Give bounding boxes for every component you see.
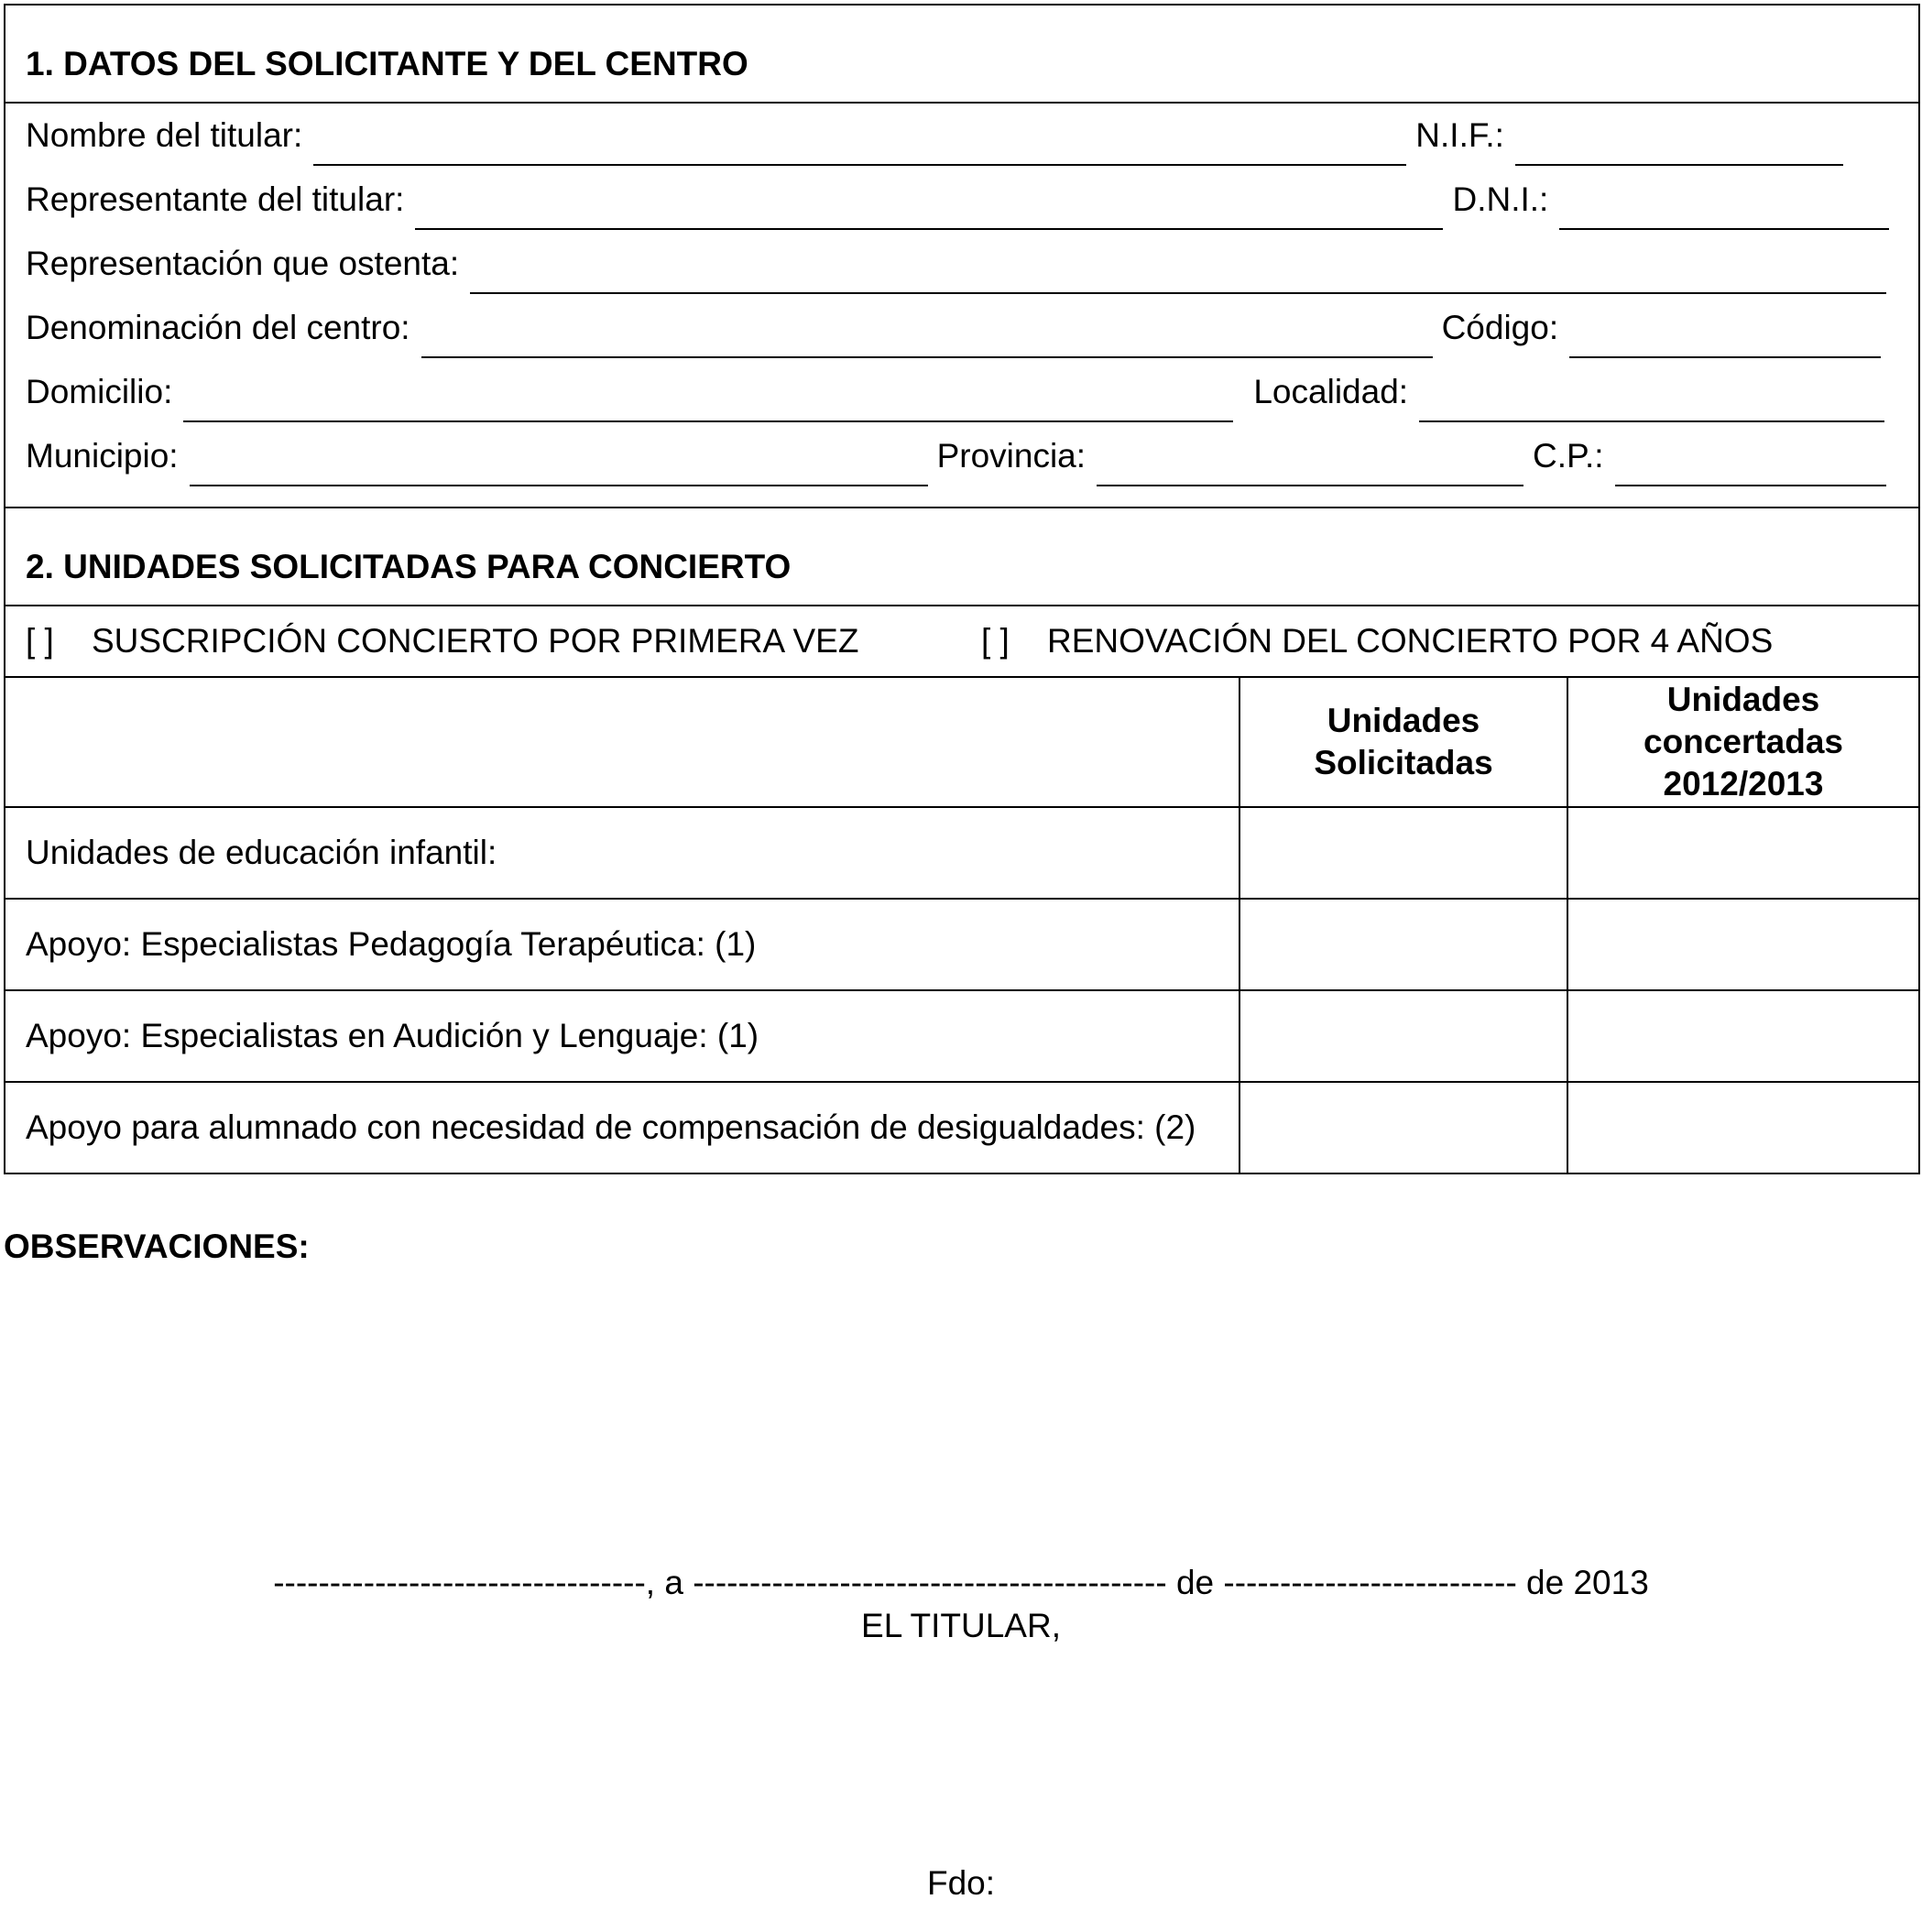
date-place-line: ---------------------------------, a ------------------------------------------ de -------------------------- de 2013 xyxy=(273,1564,1649,1601)
provincia-label: Provincia: xyxy=(936,437,1087,475)
table-row xyxy=(5,899,1918,990)
codigo-label: Código: xyxy=(1441,309,1559,346)
unidades-concertadas-cell[interactable] xyxy=(1567,990,1918,1082)
header-concertadas-line3: 2012/2013 xyxy=(1663,765,1824,802)
header-unidades-concertadas xyxy=(1567,678,1918,807)
row-nombre-titular xyxy=(26,116,1898,180)
row-label: Apoyo: Especialistas Pedagogía Terapéutica: (1) xyxy=(5,899,1239,990)
dni-input[interactable] xyxy=(1559,201,1889,230)
section-unidades-solicitadas xyxy=(4,508,1920,1174)
option-primera-vez[interactable] xyxy=(26,622,981,660)
header-concertadas-line2: concertadas xyxy=(1644,723,1843,760)
municipio-input[interactable] xyxy=(190,457,928,486)
nombre-titular-label: Nombre del titular: xyxy=(26,116,303,154)
unidades-concertadas-cell[interactable] xyxy=(1567,1082,1918,1173)
row-label: Apoyo para alumnado con necesidad de compensación de desigualdades: (2) xyxy=(5,1082,1239,1173)
applicant-fields xyxy=(5,104,1918,507)
header-solicitadas-line2: Solicitadas xyxy=(1314,744,1493,781)
row-municipio xyxy=(26,437,1898,501)
fdo-signature-label: Fdo: xyxy=(926,1864,996,1902)
municipio-label: Municipio: xyxy=(26,437,179,475)
section-1-title: 1. DATOS DEL SOLICITANTE Y DEL CENTRO xyxy=(5,5,1918,104)
header-unidades-solicitadas xyxy=(1239,678,1567,807)
unidades-solicitadas-cell[interactable] xyxy=(1239,807,1567,899)
table-row xyxy=(5,990,1918,1082)
unidades-solicitadas-cell[interactable] xyxy=(1239,899,1567,990)
representacion-label: Representación que ostenta: xyxy=(26,245,460,282)
section-datos-solicitante xyxy=(4,4,1920,508)
domicilio-label: Domicilio: xyxy=(26,373,173,410)
el-titular-label: EL TITULAR, xyxy=(861,1607,1061,1644)
unidades-concertadas-cell[interactable] xyxy=(1567,807,1918,899)
domicilio-input[interactable] xyxy=(183,393,1233,422)
application-form xyxy=(4,4,1920,1174)
denominacion-input[interactable] xyxy=(421,329,1433,358)
unidades-solicitadas-cell[interactable] xyxy=(1239,1082,1567,1173)
table-row xyxy=(5,807,1918,899)
renovacion-label: RENOVACIÓN DEL CONCIERTO POR 4 AÑOS xyxy=(1047,622,1774,660)
unidades-table xyxy=(5,678,1918,1173)
observaciones-label: OBSERVACIONES: xyxy=(4,1228,310,1265)
primera-vez-label: SUSCRIPCIÓN CONCIERTO POR PRIMERA VEZ xyxy=(92,622,859,660)
row-domicilio xyxy=(26,373,1898,437)
section-2-title: 2. UNIDADES SOLICITADAS PARA CONCIERTO xyxy=(5,508,1918,606)
row-label: Unidades de educación infantil: xyxy=(5,807,1239,899)
row-representacion xyxy=(26,245,1898,309)
denominacion-label: Denominación del centro: xyxy=(26,309,410,346)
unidades-solicitadas-cell[interactable] xyxy=(1239,990,1567,1082)
table-header-row xyxy=(5,678,1918,807)
dni-label: D.N.I.: xyxy=(1452,180,1549,218)
representante-label: Representante del titular: xyxy=(26,180,405,218)
concierto-options xyxy=(5,606,1918,678)
option-renovacion[interactable] xyxy=(981,622,1773,660)
renovacion-checkbox[interactable]: [ ] xyxy=(981,622,1010,660)
row-representante xyxy=(26,180,1898,245)
nif-label: N.I.F.: xyxy=(1415,116,1504,154)
header-blank xyxy=(5,678,1239,807)
unidades-concertadas-cell[interactable] xyxy=(1567,899,1918,990)
localidad-label: Localidad: xyxy=(1253,373,1409,410)
table-row xyxy=(5,1082,1918,1173)
header-solicitadas-line1: Unidades xyxy=(1327,702,1480,739)
primera-vez-checkbox[interactable]: [ ] xyxy=(26,622,54,660)
header-concertadas-line1: Unidades xyxy=(1666,681,1820,718)
cp-input[interactable] xyxy=(1615,457,1886,486)
row-denominacion xyxy=(26,309,1898,373)
localidad-input[interactable] xyxy=(1419,393,1884,422)
provincia-input[interactable] xyxy=(1097,457,1523,486)
nif-input[interactable] xyxy=(1515,136,1843,166)
codigo-input[interactable] xyxy=(1569,329,1881,358)
representacion-input[interactable] xyxy=(470,265,1886,294)
representante-input[interactable] xyxy=(415,201,1443,230)
cp-label: C.P.: xyxy=(1533,437,1604,475)
row-label: Apoyo: Especialistas en Audición y Lenguaje: (1) xyxy=(5,990,1239,1082)
nombre-titular-input[interactable] xyxy=(313,136,1406,166)
